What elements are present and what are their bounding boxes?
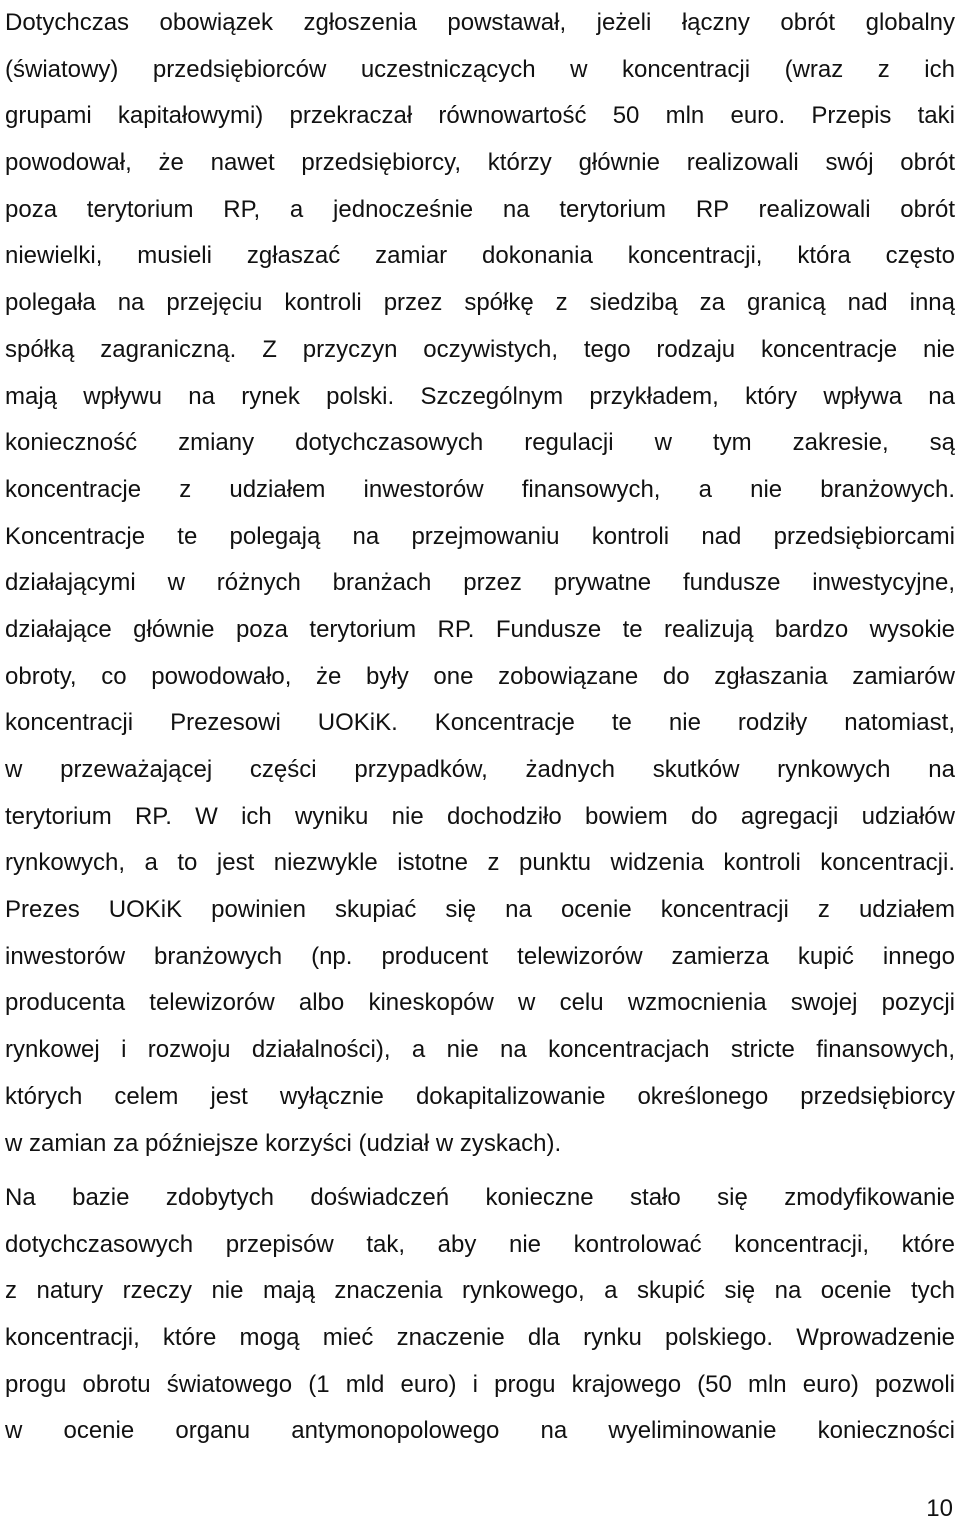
text-line: progu obrotu światowego (1 mld euro) i progu krajowego (50 mln euro) pozwoli bbox=[5, 1370, 955, 1398]
text-line: Prezes UOKiK powinien skupiać się na ocenie koncentracji z udziałem bbox=[5, 896, 955, 924]
text-line: Na bazie zdobytych doświadczeń konieczne stało się zmodyfikowanie bbox=[5, 1184, 955, 1211]
text-line: niewielki, musieli zgłaszać zamiar dokonania koncentracji, która często bbox=[5, 242, 955, 270]
text-line: w przeważającej części przypadków, żadnych skutków rynkowych na bbox=[5, 756, 955, 783]
text-line: działającymi w różnych branżach przez prywatne fundusze inwestycyjne, bbox=[5, 569, 955, 597]
text-line: (światowy) przedsiębiorców uczestniczących w koncentracji (wraz z ich bbox=[5, 55, 955, 83]
text-line: Dotychczas obowiązek zgłoszenia powstawał, jeżeli łączny obrót globalny bbox=[5, 9, 955, 36]
paragraph-2 bbox=[5, 1175, 955, 1455]
text-line: konieczność zmiany dotychczasowych regulacji w tym zakresie, są bbox=[5, 429, 955, 457]
paragraph-1 bbox=[5, 0, 955, 1167]
text-line: działające głównie poza terytorium RP. Fundusze te realizują bardzo wysokie bbox=[5, 615, 955, 643]
text-line: terytorium RP. W ich wyniku nie dochodziło bowiem do agregacji udziałów bbox=[5, 802, 955, 830]
text-line: poza terytorium RP, a jednocześnie na terytorium RP realizowali obrót bbox=[5, 195, 955, 223]
text-line: inwestorów branżowych (np. producent telewizorów zamierza kupić innego bbox=[5, 942, 955, 970]
text-line: koncentracje z udziałem inwestorów finansowych, a nie branżowych. bbox=[5, 475, 955, 503]
text-line: dotychczasowych przepisów tak, aby nie kontrolować koncentracji, które bbox=[5, 1230, 955, 1258]
text-line: powodował, że nawet przedsiębiorcy, którzy głównie realizowali swój obrót bbox=[5, 149, 955, 177]
text-line: rynkowej i rozwoju działalności), a nie na koncentracjach stricte finansowych, bbox=[5, 1036, 955, 1064]
text-line: koncentracji, które mogą mieć znaczenie dla rynku polskiego. Wprowadzenie bbox=[5, 1324, 955, 1352]
text-line: mają wpływu na rynek polski. Szczególnym przykładem, który wpływa na bbox=[5, 382, 955, 410]
text-line: koncentracji Prezesowi UOKiK. Koncentracje te nie rodziły natomiast, bbox=[5, 709, 955, 737]
text-line: polegała na przejęciu kontroli przez spółkę z siedzibą za granicą nad inną bbox=[5, 289, 955, 317]
text-line: w ocenie organu antymonopolowego na wyeliminowanie konieczności bbox=[5, 1417, 955, 1445]
text-line: grupami kapitałowymi) przekraczał równowartość 50 mln euro. Przepis taki bbox=[5, 102, 955, 130]
text-line: Koncentracje te polegają na przejmowaniu kontroli nad przedsiębiorcami bbox=[5, 522, 955, 550]
text-line: spółką zagraniczną. Z przyczyn oczywistych, tego rodzaju koncentracje nie bbox=[5, 335, 955, 363]
text-line: których celem jest wyłącznie dokapitalizowanie określonego przedsiębiorcy bbox=[5, 1082, 955, 1110]
text-line: z natury rzeczy nie mają znaczenia rynkowego, a skupić się na ocenie tych bbox=[5, 1277, 955, 1305]
text-line: w zamian za późniejsze korzyści (udział w zyskach). bbox=[5, 1129, 562, 1157]
text-line: producenta telewizorów albo kineskopów w celu wzmocnienia swojej pozycji bbox=[5, 989, 955, 1017]
text-line: rynkowych, a to jest niezwykle istotne z punktu widzenia kontroli koncentracji. bbox=[5, 849, 955, 877]
text-line: obroty, co powodowało, że były one zobowiązane do zgłaszania zamiarów bbox=[5, 662, 955, 690]
page-number: 10 bbox=[926, 1495, 953, 1522]
